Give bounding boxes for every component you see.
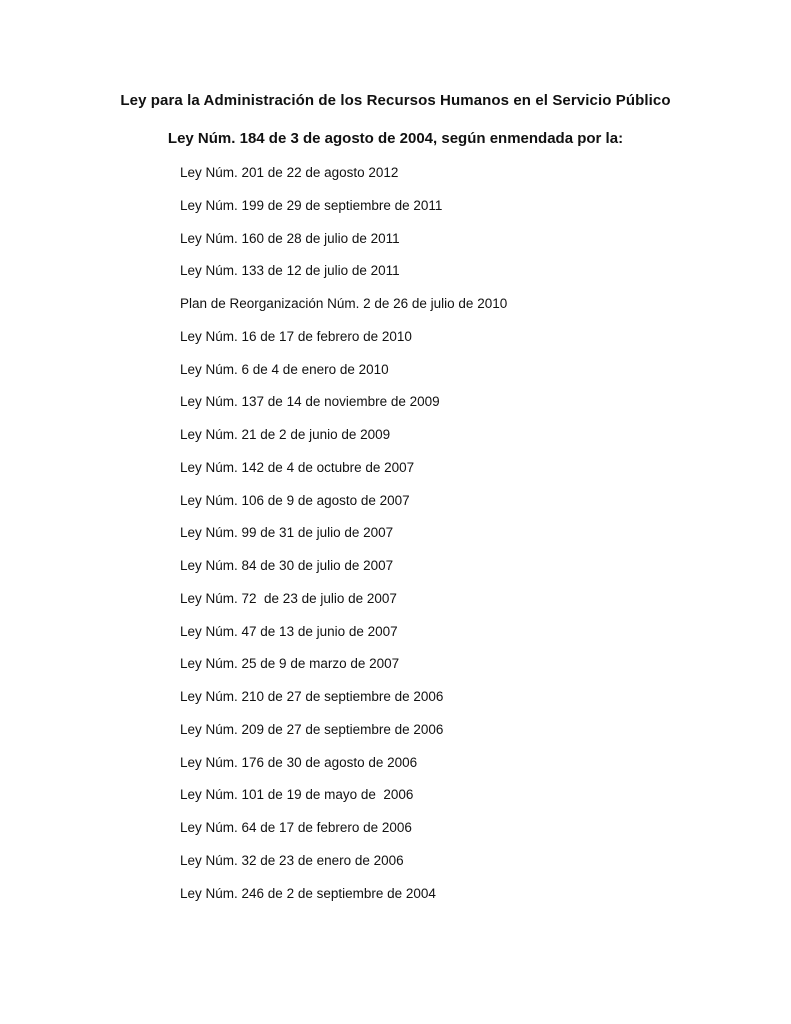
amendment-item: Ley Núm. 99 de 31 de julio de 2007 — [180, 525, 394, 541]
amendment-item: Ley Núm. 106 de 9 de agosto de 2007 — [180, 492, 410, 508]
amendment-item: Ley Núm. 246 de 2 de septiembre de 2004 — [180, 885, 436, 901]
amendment-item: Ley Núm. 32 de 23 de enero de 2006 — [180, 852, 404, 868]
amendment-item: Ley Núm. 160 de 28 de julio de 2011 — [180, 230, 400, 246]
amendment-item: Ley Núm. 21 de 2 de junio de 2009 — [180, 427, 391, 442]
amendment-item: Ley Núm. 137 de 14 de noviembre de 2009 — [180, 394, 440, 410]
amendment-item: Ley Núm. 72 de 23 de julio de 2007 — [180, 590, 397, 606]
amendment-item: Ley Núm. 25 de 9 de marzo de 2007 — [180, 656, 400, 672]
amendment-item: Ley Núm. 210 de 27 de septiembre de 2006 — [180, 689, 444, 704]
amendment-item: Ley Núm. 133 de 12 de julio de 2011 — [180, 263, 400, 279]
amendment-item: Ley Núm. 176 de 30 de agosto de 2006 — [180, 754, 418, 770]
amendment-item: Ley Núm. 64 de 17 de febrero de 2006 — [180, 820, 412, 835]
amendment-item: Ley Núm. 201 de 22 de agosto 2012 — [180, 165, 399, 180]
amendment-item: Ley Núm. 101 de 19 de mayo de 2006 — [180, 787, 414, 803]
amendment-list — [180, 163, 507, 916]
document-title: Ley para la Administración de los Recursos Humanos en el Servicio Público — [120, 92, 671, 109]
amendment-item: Ley Núm. 16 de 17 de febrero de 2010 — [180, 328, 412, 344]
amendment-item: Ley Núm. 209 de 27 de septiembre de 2006 — [180, 721, 444, 737]
amendment-item: Ley Núm. 6 de 4 de enero de 2010 — [180, 361, 389, 377]
amendment-item: Ley Núm. 142 de 4 de octubre de 2007 — [180, 459, 415, 475]
document-subtitle: Ley Núm. 184 de 3 de agosto de 2004, según enmendada por la: — [167, 130, 624, 147]
amendment-item: Plan de Reorganización Núm. 2 de 26 de julio de 2010 — [180, 296, 508, 311]
amendment-item: Ley Núm. 84 de 30 de julio de 2007 — [180, 558, 394, 573]
amendment-item: Ley Núm. 199 de 29 de septiembre de 2011 — [180, 197, 443, 213]
amendment-item: Ley Núm. 47 de 13 de junio de 2007 — [180, 623, 398, 639]
